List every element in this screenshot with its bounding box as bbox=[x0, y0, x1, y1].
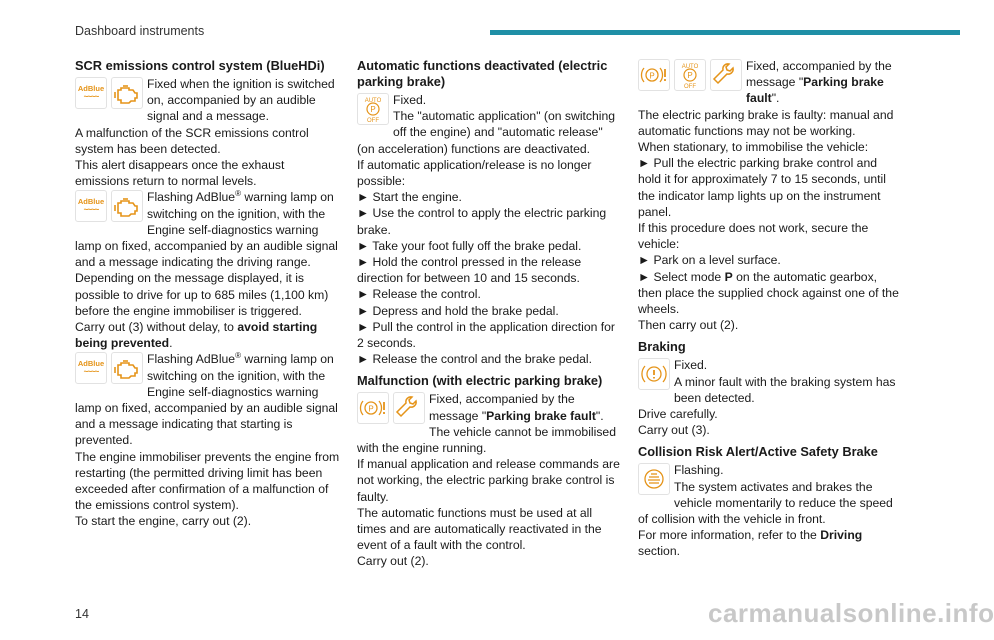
alert-collision bbox=[638, 462, 902, 527]
svg-text:P: P bbox=[649, 71, 655, 81]
parking-auto-off-icon bbox=[357, 93, 389, 125]
epb-p4: Then carry out (2). bbox=[638, 318, 739, 333]
scr-p1: A malfunction of the SCR emissions control system has been detected. bbox=[75, 125, 309, 156]
alert-parking-fault-auto: P AUTO P OFF Fixed, accompanied by the message "Parking brake fault". bbox=[638, 58, 902, 107]
parking-brake-fault-icon bbox=[638, 59, 670, 91]
heading-collision: Collision Risk Alert/Active Safety Brake bbox=[638, 444, 878, 460]
column-brake-fault bbox=[638, 58, 902, 560]
svg-text:P: P bbox=[687, 71, 693, 80]
malfunction-p5: Carry out (2). bbox=[357, 554, 429, 569]
page-number: 14 bbox=[75, 607, 89, 621]
adblue-icon: AdBlue ~~~~ bbox=[75, 352, 107, 384]
braking-drive: Drive carefully. bbox=[638, 407, 718, 422]
collision-flashing: Flashing. bbox=[674, 463, 724, 478]
alert-braking bbox=[638, 357, 902, 406]
svg-text:OFF: OFF bbox=[367, 118, 379, 124]
step-7: ► Pull the control in the application direction for 2 seconds. bbox=[357, 319, 615, 351]
adblue-text-pre: Flashing AdBlue bbox=[147, 352, 236, 367]
scr-fixed-text: Fixed when the ignition is switched on, accompanied by an audible signal and a message. bbox=[147, 77, 335, 124]
epb-p2: When stationary, to immobilise the vehicle: bbox=[638, 140, 869, 155]
wrench-icon bbox=[393, 392, 425, 424]
adblue-text-post: warning lamp on switching on the ignition, with the Engine self-diagnostics warning lamp on fixed, accompanied by an audible signal and a message indicating the driving range. bbox=[75, 190, 338, 270]
wrench-icon bbox=[710, 59, 742, 91]
collision-more: For more information, refer to the Driving section. bbox=[638, 528, 863, 559]
step-4: ► Hold the control pressed in the release direction for between 10 and 15 seconds. bbox=[357, 255, 582, 286]
adblue-text-post: warning lamp on switching on the ignition, with the Engine self-diagnostics warning lamp on fixed, accompanied by an audible signal and a message indicating that starting is prevented. bbox=[75, 352, 338, 448]
epb-step-3: ► Select mode P on the automatic gearbox, then place the supplied chock against one of the wheels. bbox=[638, 269, 899, 317]
step-1: ► Start the engine. bbox=[357, 190, 462, 205]
engine-icon bbox=[111, 190, 143, 222]
braking-desc: A minor fault with the braking system has been detected. bbox=[674, 374, 896, 405]
alert-scr-fixed bbox=[75, 76, 340, 125]
scr-p6: To start the engine, carry out (2). bbox=[75, 514, 252, 529]
auto-off-p1: If automatic application/release is no longer possible: bbox=[357, 157, 592, 189]
column-parking-brake bbox=[357, 58, 620, 570]
epb-p3: If this procedure does not work, secure the vehicle: bbox=[638, 221, 869, 252]
scr-p3: Depending on the message displayed, it is possible to drive for up to 685 miles (1,100 km) before the engine immobiliser is triggered. bbox=[75, 271, 329, 318]
engine-icon bbox=[111, 77, 143, 109]
svg-text:OFF: OFF bbox=[684, 84, 696, 90]
scr-p5: The engine immobiliser prevents the engine from restarting (the permitted driving limit has been exceeded after confirmation of a malfunction of the emissions control system). bbox=[75, 449, 340, 513]
registered-mark: ® bbox=[235, 189, 241, 199]
alert-adblue-flashing-1 bbox=[75, 189, 340, 270]
svg-text:AUTO: AUTO bbox=[364, 98, 382, 104]
parking-brake-fault-icon bbox=[357, 392, 389, 424]
adblue-text-pre: Flashing AdBlue bbox=[147, 190, 236, 205]
malfunction-p4: The automatic functions must be used at all times and are automatically reactivated in the event of a fault with the control. bbox=[357, 505, 602, 553]
heading-braking: Braking bbox=[638, 339, 686, 355]
footer-watermark: carmanualsonline.info bbox=[708, 598, 994, 628]
malfunction-p3: If manual application and release commands are not working, the electric parking brake control is faulty. bbox=[357, 457, 620, 504]
alert-parking-fault: P Fixed, accompanied by the message "Parking brake fault". bbox=[357, 391, 620, 423]
collision-alert-icon bbox=[638, 463, 670, 495]
auto-off-desc: The "automatic application" (on switching off the engine) and "automatic release" (on acceleration) functions are deactivated. bbox=[357, 109, 616, 156]
malfunction-p2: The vehicle cannot be immobilised with the engine running. bbox=[357, 424, 616, 456]
engine-icon bbox=[111, 352, 143, 384]
braking-carry: Carry out (3). bbox=[638, 423, 710, 438]
alert-auto-off bbox=[357, 92, 620, 157]
braking-fixed: Fixed. bbox=[674, 358, 708, 373]
header-accent-bar bbox=[490, 30, 960, 35]
brake-warning-icon bbox=[638, 358, 670, 390]
parking-auto-off-icon bbox=[674, 59, 706, 91]
scr-p4: Carry out (3) without delay, to avoid starting being prevented. bbox=[75, 320, 318, 351]
step-3: ► Take your foot fully off the brake pedal. bbox=[357, 238, 582, 253]
epb-step-2: ► Park on a level surface. bbox=[638, 253, 781, 268]
alert-adblue-flashing-2 bbox=[75, 351, 340, 448]
step-6: ► Depress and hold the brake pedal. bbox=[357, 303, 559, 318]
heading-malfunction: Malfunction (with electric parking brake) bbox=[357, 373, 603, 389]
epb-step-1: ► Pull the electric parking brake control and hold it for approximately 7 to 15 seconds, until the indicator lamp lights up on the instrument panel. bbox=[638, 156, 886, 219]
auto-off-fixed: Fixed. bbox=[393, 93, 427, 107]
svg-text:AUTO: AUTO bbox=[681, 64, 699, 70]
heading-auto-deactivated: Automatic functions deactivated (electric parking brake) bbox=[357, 58, 608, 89]
step-8: ► Release the control and the brake pedal. bbox=[357, 352, 592, 367]
header-title: Dashboard instruments bbox=[75, 24, 205, 38]
adblue-icon: AdBlue ~~~~ bbox=[75, 77, 107, 109]
heading-scr: SCR emissions control system (BlueHDi) bbox=[75, 58, 325, 73]
scr-p2: This alert disappears once the exhaust emissions return to normal levels. bbox=[75, 158, 285, 189]
epb-p1: The electric parking brake is faulty: manual and automatic functions may not be working. bbox=[638, 107, 894, 138]
svg-text:P: P bbox=[368, 404, 374, 414]
svg-text:P: P bbox=[370, 105, 376, 114]
step-5: ► Release the control. bbox=[357, 287, 481, 302]
registered-mark: ® bbox=[235, 351, 241, 361]
adblue-icon: AdBlue ~~~~ bbox=[75, 190, 107, 222]
collision-desc: The system activates and brakes the vehicle momentarily to reduce the speed of collision with the vehicle in front. bbox=[638, 479, 893, 527]
step-2: ► Use the control to apply the electric parking brake. bbox=[357, 206, 607, 237]
column-scr bbox=[75, 58, 340, 530]
